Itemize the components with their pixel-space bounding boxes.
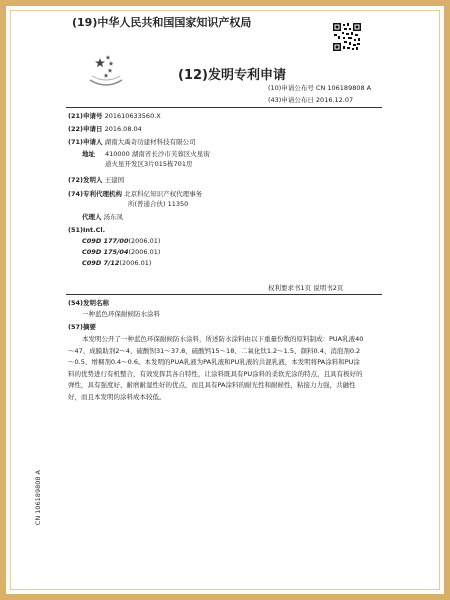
- address-label: 地址: [82, 150, 95, 158]
- abstract-text: 本发明公开了一种蓝色环保耐候防水涂料，所述防水涂料由以下重量份数的原料制成：PUA乳液40～47、成膜助剂2～4、硫酸钡31～37.8、硫酸钙15～18、二氧化钛1.2～1.5、颜料0.4、消泡剂0.2～0.5、增稠剂0.4～0.6。本发明的PUA乳液为PA乳液和PU乳液的共混乳液，本发明将PA涂料和PU涂料的优势进行有机整合，有效发挥其各自特性，让涂料既具有PU涂料的柔软充涂的特点，且具有极好的弹性，具有强度好、耐磨耐湿性好的优点，而且具有PA涂料的耐光性和耐候性，粘接力力强，共融性好，而且本发明的涂料成本较低。: [68, 335, 364, 401]
- header-divider: [66, 107, 382, 108]
- int-cl-heading: (51)Int.Cl.: [68, 226, 106, 234]
- ipc-class: C09D 7/12(2006.01): [82, 259, 152, 267]
- inventor: (72)发明人 王建国: [68, 176, 125, 184]
- patent-office-name: (19)中华人民共和国国家知识产权局: [72, 16, 252, 29]
- application-date: (22)申请日 2016.08.04: [68, 125, 142, 133]
- side-publication-number: CN 106189808 A: [34, 470, 42, 526]
- publication-number: (10)申请公布号 CN 106189808 A: [268, 84, 372, 92]
- application-number: (21)申请号 201610633560.X: [68, 112, 161, 120]
- invention-title: 一种蓝色环保耐候防水涂料: [82, 310, 160, 318]
- ipc-class: C09D 177/00(2006.01): [82, 237, 161, 245]
- abstract-body: [68, 334, 366, 404]
- ipc-class: C09D 175/04(2006.01): [82, 248, 161, 256]
- qr-code-icon: [332, 22, 362, 52]
- agent: 代理人 汤东凤: [82, 213, 124, 221]
- agency: (74)专利代理机构 北京科亿知识产权代理事务: [68, 190, 203, 198]
- agency-line-2: 所(普通合伙) 11350: [128, 200, 189, 208]
- address-line-2: 道火星开发区3片015栋701房: [105, 160, 193, 168]
- section-divider: [66, 294, 382, 295]
- abstract-heading: (57)摘要: [68, 323, 96, 331]
- invention-title-heading: (54)发明名称: [68, 299, 109, 307]
- document-type: (12)发明专利申请: [178, 68, 286, 83]
- page-count-note: 权利要求书1页 说明书2页: [268, 284, 344, 292]
- national-emblem-icon: [86, 50, 126, 90]
- address-line-1: 410000 湖南省长沙市芙蓉区火星街: [105, 150, 210, 158]
- applicant: (71)申请人 湖南大禹奇功建材科技有限公司: [68, 138, 196, 146]
- publication-date: (43)申请公布日 2016.12.07: [268, 96, 354, 104]
